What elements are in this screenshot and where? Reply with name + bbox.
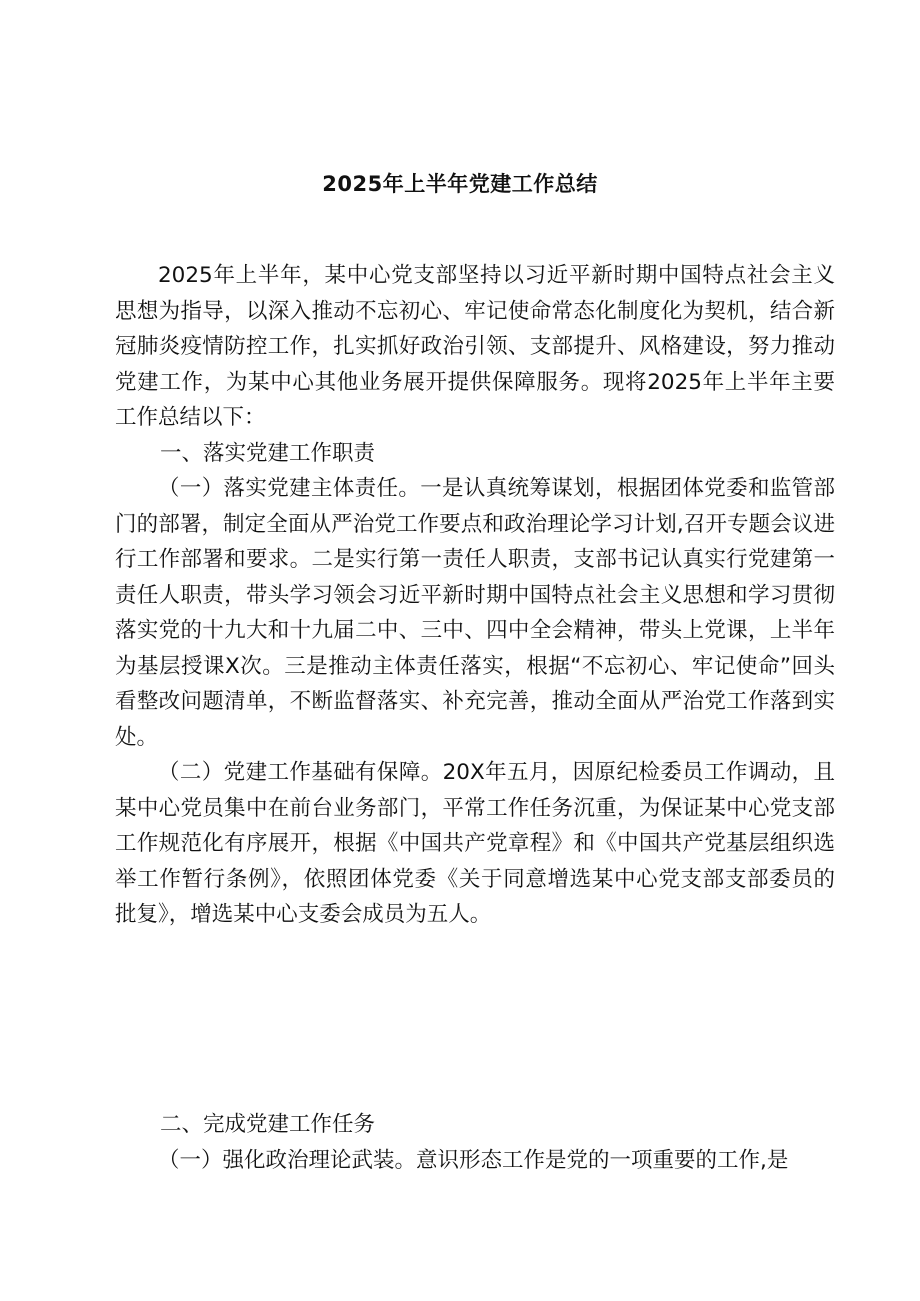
document-body-continued <box>115 1107 835 1178</box>
section-1-item-1: （一）落实党建主体责任。一是认真统筹谋划，根据团体党委和监管部门的部署，制定全面从严治党工作要点和政治理论学习计划,召开专题会议进行工作部署和要求。二是实行第一责任人职责，支部书记认真实行党建第一责任人职责，带头学习领会习近平新时期中国特点社会主义思想和学习贯彻落实党的十九大和十九届二中、三中、四中全会精神，带头上党课，上半年为基层授课X次。三是推动主体责任落实，根据“不忘初心、牢记使命”回头看整改问题清单，不断监督落实、补充完善，推动全面从严治党工作落到实处。 <box>115 476 835 750</box>
section-1-heading: 一、落实党建工作职责 <box>160 440 376 466</box>
section-1-item-2: （二）党建工作基础有保障。20X年五月，因原纪检委员工作调动，且某中心党员集中在前台业务部门，平常工作任务沉重，为保证某中心党支部工作规范化有序展开，根据《中国共产党章程》和《中国共产党基层组织选举工作暂行条例》，依照团体党委《关于同意增选某中心党支部支部委员的批复》，增选某中心支委会成员为五人。 <box>115 760 835 927</box>
section-2-heading: 二、完成党建工作任务 <box>160 1112 376 1137</box>
document-title: 2025年上半年党建工作总结 <box>322 172 598 196</box>
intro-paragraph: 2025年上半年，某中心党支部坚持以习近平新时期中国特点社会主义思想为指导，以深入推动不忘初心、牢记使命常态化制度化为契机，结合新冠肺炎疫情防控工作，扎实抓好政治引领、支部提升、风格建设，努力推动党建工作，为某中心其他业务展开提供保障服务。现将2025年上半年主要工作总结以下： <box>115 263 835 430</box>
document-body <box>115 258 835 933</box>
section-2-item-1: （一）强化政治理论武装。意识形态工作是党的一项重要的工作,是 <box>158 1147 789 1173</box>
